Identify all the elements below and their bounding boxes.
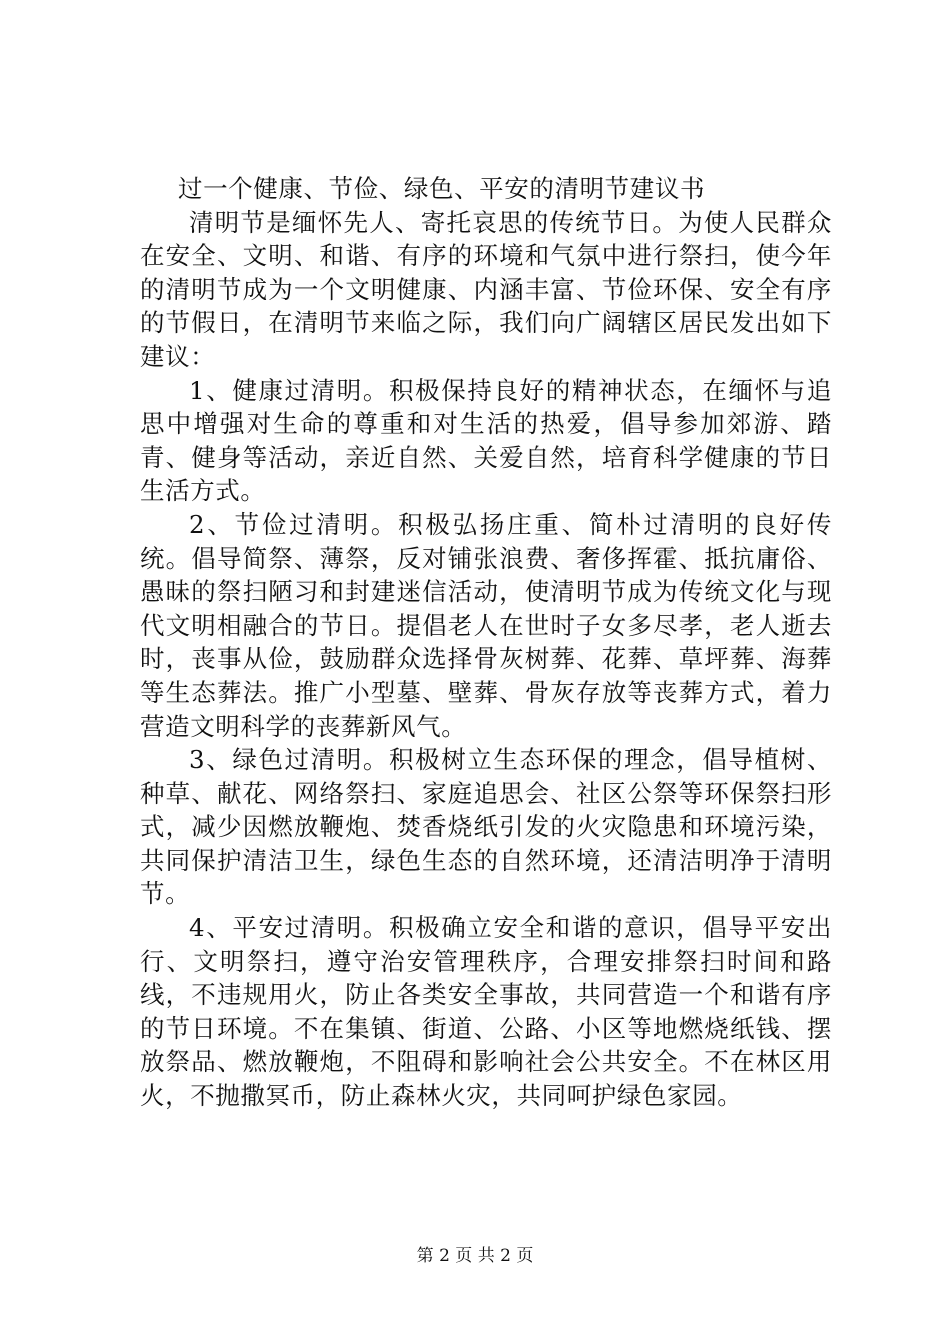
intro-paragraph: 清明节是缅怀先人、寄托哀思的传统节日。为使人民群众在安全、文明、和谐、有序的环境和气氛中进行祭扫，使今年的清明节成为一个文明健康、内涵丰富、节俭环保、安全有序的节假日，在清明节来临之际，我们向广阔辖区居民发出如下建议： (140, 207, 832, 371)
suggestion-safety-paragraph: 4、平安过清明。积极确立安全和谐的意识，倡导平安出行、文明祭扫，遵守治安管理秩序，合理安排祭扫时间和路线，不违规用火，防止各类安全事故，共同营造一个和谐有序的节日环境。不在集镇、街道、公路、小区等地燃烧纸钱、摆放祭品、燃放鞭炮，不阻碍和影响社会公共安全。不在林区用火，不抛撒冥币，防止森林火灾，共同呵护绿色家园。 (140, 913, 832, 1111)
document-body (140, 172, 832, 1113)
suggestion-health-paragraph: 1、健康过清明。积极保持良好的精神状态，在缅怀与追思中增强对生命的尊重和对生活的热爱，倡导参加郊游、踏青、健身等活动，亲近自然、关爱自然，培育科学健康的节日生活方式。 (140, 375, 832, 506)
suggestion-green-paragraph: 3、绿色过清明。积极树立生态环保的理念，倡导植树、种草、献花、网络祭扫、家庭追思会、社区公祭等环保祭扫形式，减少因燃放鞭炮、焚香烧纸引发的火灾隐患和环境污染，共同保护清洁卫生，绿色生态的自然环境，还清洁明净于清明节。 (140, 745, 832, 909)
document-title: 过一个健康、节俭、绿色、平安的清明节建议书 (177, 174, 706, 203)
suggestion-frugal-paragraph: 2、节俭过清明。积极弘扬庄重、简朴过清明的良好传统。倡导简祭、薄祭，反对铺张浪费、奢侈挥霍、抵抗庸俗、愚昧的祭扫陋习和封建迷信活动，使清明节成为传统文化与现代文明相融合的节日。提倡老人在世时子女多尽孝，老人逝去时，丧事从俭，鼓励群众选择骨灰树葬、花葬、草坪葬、海葬等生态葬法。推广小型墓、壁葬、骨灰存放等丧葬方式，着力营造文明科学的丧葬新风气。 (140, 509, 832, 741)
page-number-footer: 第 2 页 共 2 页 (416, 1246, 534, 1266)
